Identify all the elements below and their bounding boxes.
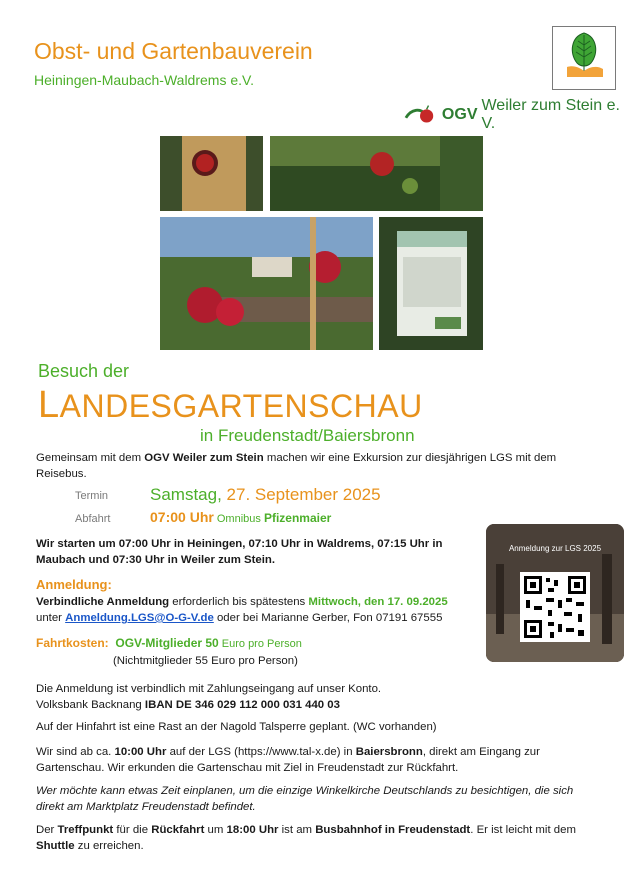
headline-location: in Freudenstadt/Baiersbronn <box>200 426 415 445</box>
qr-caption: Anmeldung zur LGS 2025 <box>508 544 602 553</box>
termin-label: Termin <box>75 490 109 502</box>
garden-image <box>270 136 483 211</box>
photo-flowers <box>160 217 373 350</box>
partner-badge: OGV <box>441 106 478 123</box>
partner-logo <box>404 97 629 133</box>
club-logo <box>552 26 616 90</box>
departures-text: Wir starten um 07:00 Uhr in Heiningen, 07:10 Uhr in Waldrems, 07:15 Uhr in Maubach und 07:30 Uhr in Weiler zum Stein. <box>36 538 443 566</box>
church-note: Wer möchte kann etwas Zeit einplanen, um die einzige Winkelkirche Deutschlands zu besichtigen, die sich direkt am Marktplatz Freudenstadt befindet. <box>36 785 574 813</box>
headline-visit: Besuch der <box>38 361 130 381</box>
qr-code-icon[interactable] <box>520 572 590 642</box>
headline-landesgartenschau: LANDESGARTENSCHAU <box>38 384 423 426</box>
abfahrt-label: Abfahrt <box>75 513 111 525</box>
termin-value: Samstag, 27. September 2025 <box>150 485 381 504</box>
photo-sculpture <box>160 136 263 211</box>
lgs-visit-text: Wir sind ab ca. 10:00 Uhr auf der LGS (https://www.tal-x.de) in Baiersbronn, direkt am Eingang zur Gartenschau. Wir erkunden die Gartenschau mit Ziel in Freudenstadt zur Rückfahrt. <box>36 746 540 774</box>
club-subtitle: Heiningen-Maubach-Waldrems e.V. <box>34 72 254 88</box>
registration-text: Verbindliche Anmeldung erforderlich bis spätestens Mittwoch, den 17. 09.2025 unter Anmeldung.LGS@O-G-V.de oder bei Marianne Gerber, Fon 07191 67555 <box>36 596 448 624</box>
rest-stop-text: Auf der Hinfahrt ist eine Rast an der Nagold Talsperre geplant. (WC vorhanden) <box>36 721 437 733</box>
costs-line: Fahrtkosten: OGV-Mitglieder 50 Euro pro Person <box>36 636 302 650</box>
photo-garden <box>270 136 483 211</box>
partner-name: Weiler zum Stein e. V. <box>481 97 620 132</box>
intro-text: Gemeinsam mit dem OGV Weiler zum Stein machen wir eine Exkursion zur diesjährigen LGS mit dem Reisebus. <box>36 452 557 480</box>
apple-icon <box>404 104 438 126</box>
registration-email-link[interactable]: Anmeldung.LGS@O-G-V.de <box>65 612 214 624</box>
payment-text: Die Anmeldung ist verbindlich mit Zahlungseingang auf unser Konto. Volksbank Backnang IBAN DE 346 029 112 000 031 440 03 <box>36 683 382 711</box>
club-title: Obst- und Gartenbauverein <box>34 38 313 64</box>
costs-non-members: (Nichtmitglieder 55 Euro pro Person) <box>113 655 298 667</box>
abfahrt-value: 07:00 Uhr Omnibus Pfizenmaier <box>150 509 332 525</box>
meeting-point-text: Der Treffpunkt für die Rückfahrt um 18:00 Uhr ist am Busbahnhof in Freudenstadt. Er ist leicht mit dem Shuttle zu erreichen. <box>36 824 576 852</box>
sculpture-image <box>160 136 263 211</box>
photo-sign <box>379 217 483 350</box>
qr-card[interactable] <box>486 524 624 662</box>
registration-heading: Anmeldung: <box>36 577 112 592</box>
tree-hand-logo-icon <box>553 27 615 89</box>
flowers-image <box>160 217 373 350</box>
info-sign-image <box>379 217 483 350</box>
